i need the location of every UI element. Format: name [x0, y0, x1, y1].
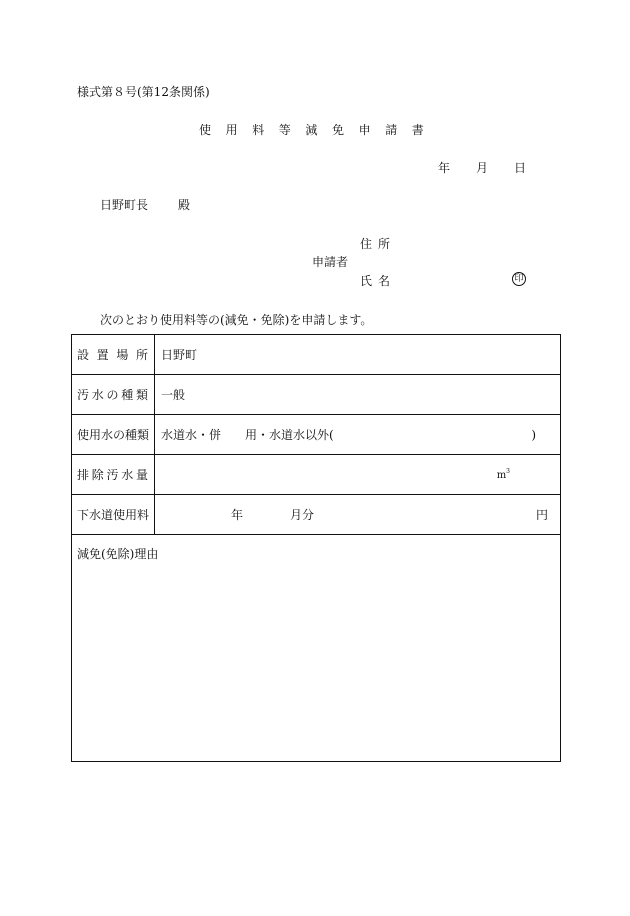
date-year: 年 [438, 161, 451, 175]
fee-month-label: 月分 [290, 508, 315, 522]
application-table [71, 334, 561, 762]
label-char: 水 [121, 468, 134, 482]
row-location [72, 335, 560, 375]
form-number: 様式第８号(第12条関係) [77, 85, 210, 99]
label-char: 設 [77, 348, 90, 362]
addressee [100, 199, 190, 211]
location-label [72, 335, 155, 374]
label-char: 置 [96, 348, 109, 362]
name-label: 氏名 [360, 274, 397, 288]
label-char: 水 [91, 388, 104, 402]
form-title: 使用料等減免申請書 [199, 123, 439, 137]
date-month: 月 [476, 161, 489, 175]
sewage-volume-value[interactable] [155, 455, 560, 494]
row-sewage-type [72, 375, 560, 415]
seal-mark: 印 [512, 272, 526, 286]
row-sewer-fee [72, 495, 560, 535]
unit-superscript: 3 [506, 468, 510, 475]
intro-text: 次のとおり使用料等の(減免・免除)を申請します。 [100, 313, 373, 327]
unit-base: m [496, 470, 507, 481]
row-water-type [72, 415, 560, 455]
cubic-meter-unit [497, 468, 510, 481]
label-char: 排 [77, 468, 90, 482]
water-type-value[interactable] [155, 415, 560, 454]
sewage-volume-label [72, 455, 155, 494]
label-char: 量 [135, 468, 148, 482]
label-char: の [106, 388, 119, 402]
date-day: 日 [514, 161, 527, 175]
label-char: 種 [121, 388, 134, 402]
reason-label: 減免(免除)理由 [77, 547, 159, 561]
label-char: 汚 [106, 468, 119, 482]
date-line [438, 162, 526, 174]
fee-year-label: 年 [231, 508, 244, 522]
applicant-label: 申請者 [312, 255, 349, 269]
address-label: 住所 [360, 237, 397, 251]
sewer-fee-value[interactable] [155, 495, 560, 534]
label-char: 除 [91, 468, 104, 482]
fee-yen-label: 円 [535, 508, 548, 522]
addressee-name: 日野町長 [100, 198, 149, 212]
water-type-options: 水道水・併 用・水道水以外( [161, 428, 334, 442]
sewage-type-value[interactable]: 一般 [161, 388, 186, 402]
label-char: 汚 [77, 388, 90, 402]
label-char: 所 [135, 348, 148, 362]
addressee-honorific: 殿 [178, 198, 191, 212]
sewage-type-label [72, 375, 155, 414]
label-char: 類 [135, 388, 148, 402]
label-char: 場 [116, 348, 129, 362]
location-value[interactable]: 日野町 [161, 348, 198, 362]
water-type-close-paren: ) [531, 427, 536, 442]
water-type-label: 使用水の種類 [72, 415, 155, 454]
sewer-fee-label: 下水道使用料 [72, 495, 155, 534]
row-sewage-volume [72, 455, 560, 495]
